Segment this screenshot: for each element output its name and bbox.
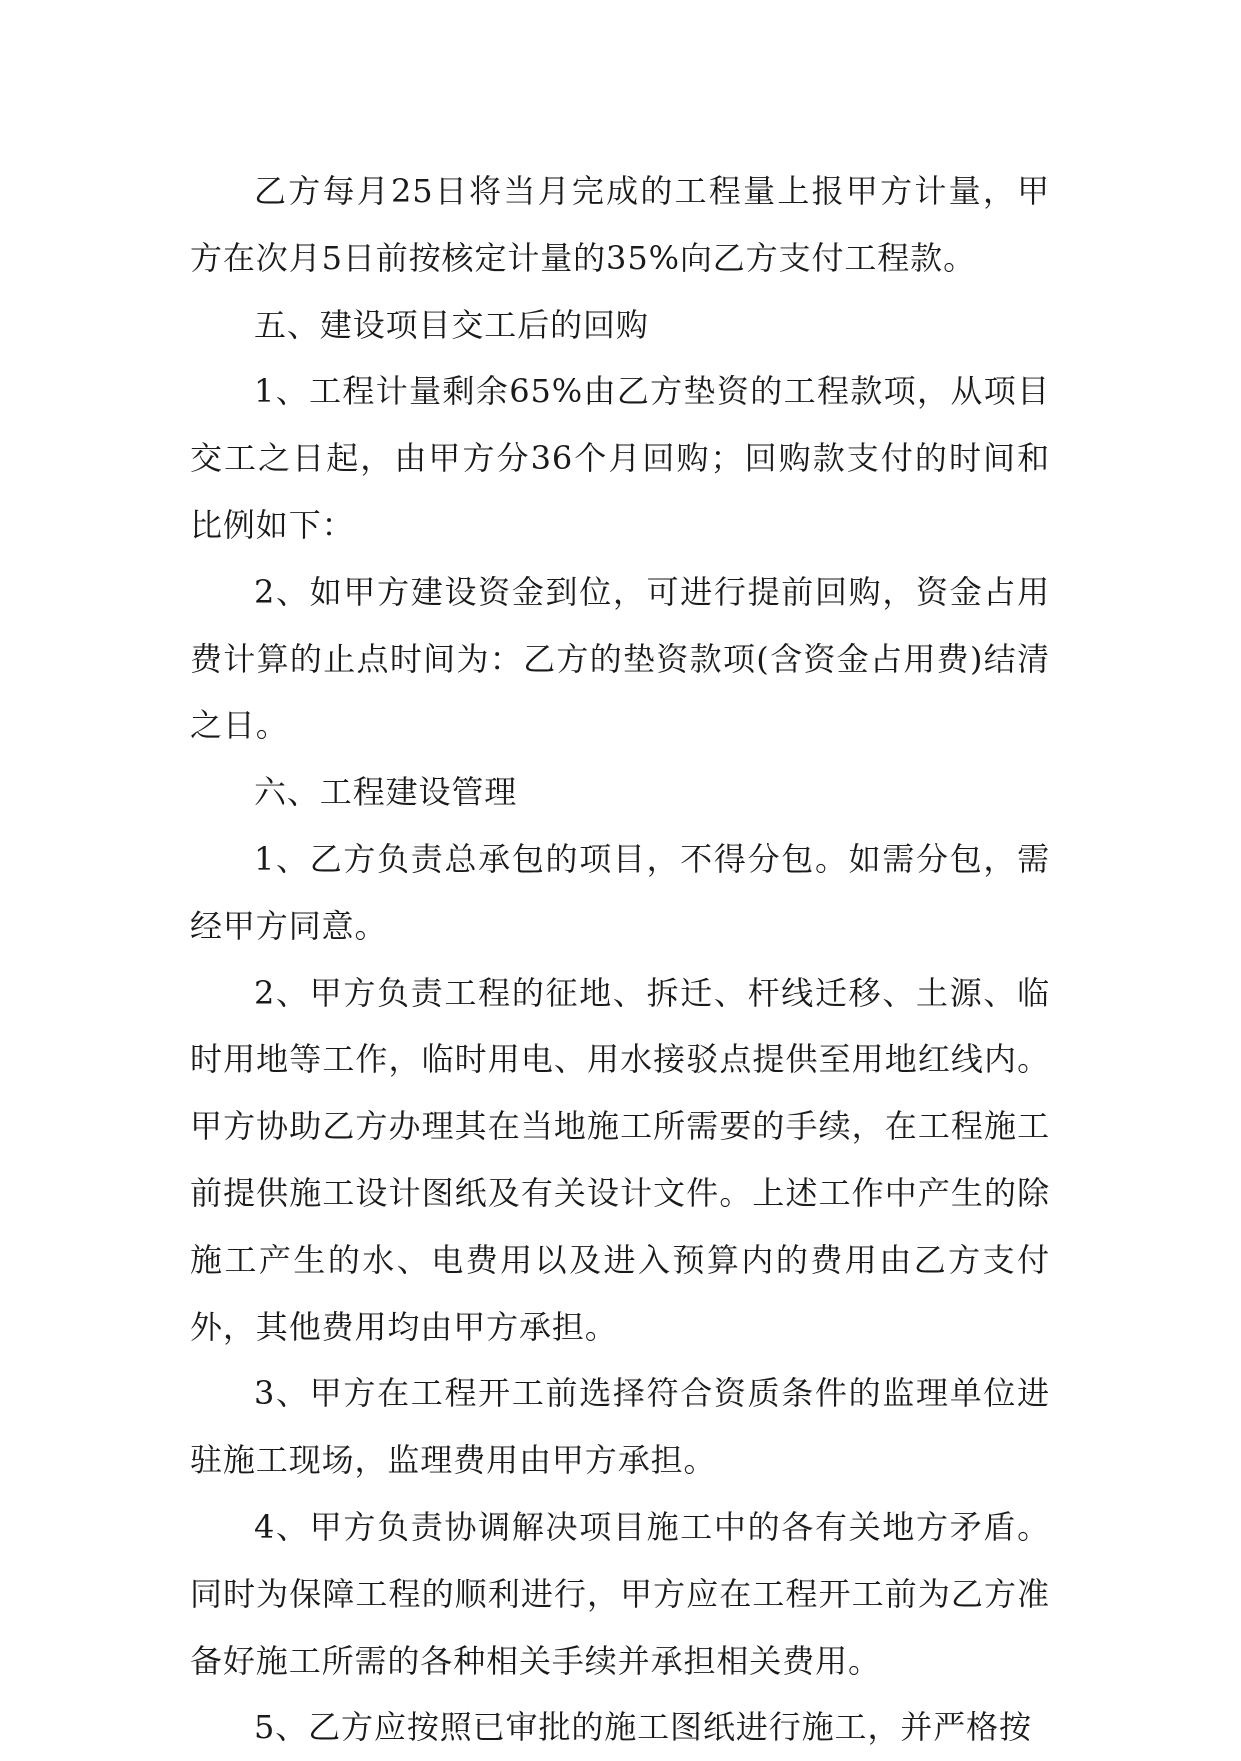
paragraph-management-1: 1、乙方负责总承包的项目，不得分包。如需分包，需经甲方同意。 (190, 839, 1050, 945)
paragraph-management-5: 5、乙方应按照已审批的施工图纸进行施工，并严格按 (254, 1708, 1032, 1747)
section-heading-management: 六、工程建设管理 (254, 773, 518, 812)
paragraph-buyback-1: 1、工程计量剩余65%由乙方垫资的工程款项，从项目交工之日起，由甲方分36个月回购；回购款支付的时间和比例如下： (190, 372, 1050, 544)
section-heading-buyback: 五、建设项目交工后的回购 (254, 305, 649, 344)
paragraph-management-4: 4、甲方负责协调解决项目施工中的各有关地方矛盾。同时为保障工程的顺利进行，甲方应在工程开工前为乙方准备好施工所需的各种相关手续并承担相关费用。 (190, 1507, 1050, 1680)
document-body (190, 158, 1050, 1761)
paragraph-payment: 乙方每月25日将当月完成的工程量上报甲方计量，甲方在次月5日前按核定计量的35%向乙方支付工程款。 (190, 172, 1050, 277)
paragraph-buyback-2: 2、如甲方建设资金到位，可进行提前回购，资金占用费计算的止点时间为：乙方的垫资款项(含资金占用费)结清之日。 (190, 572, 1050, 745)
paragraph-management-3: 3、甲方在工程开工前选择符合资质条件的监理单位进驻施工现场，监理费用由甲方承担。 (190, 1374, 1050, 1480)
paragraph-management-2: 2、甲方负责工程的征地、拆迁、杆线迁移、土源、临时用地等工作，临时用电、用水接驳点提供至用地红线内。甲方协助乙方办理其在当地施工所需要的手续，在工程施工前提供施工设计图纸及有关设计文件。上述工作中产生的除施工产生的水、电费用以及进入预算内的费用由乙方支付外，其他费用均由甲方承担。 (190, 973, 1050, 1346)
